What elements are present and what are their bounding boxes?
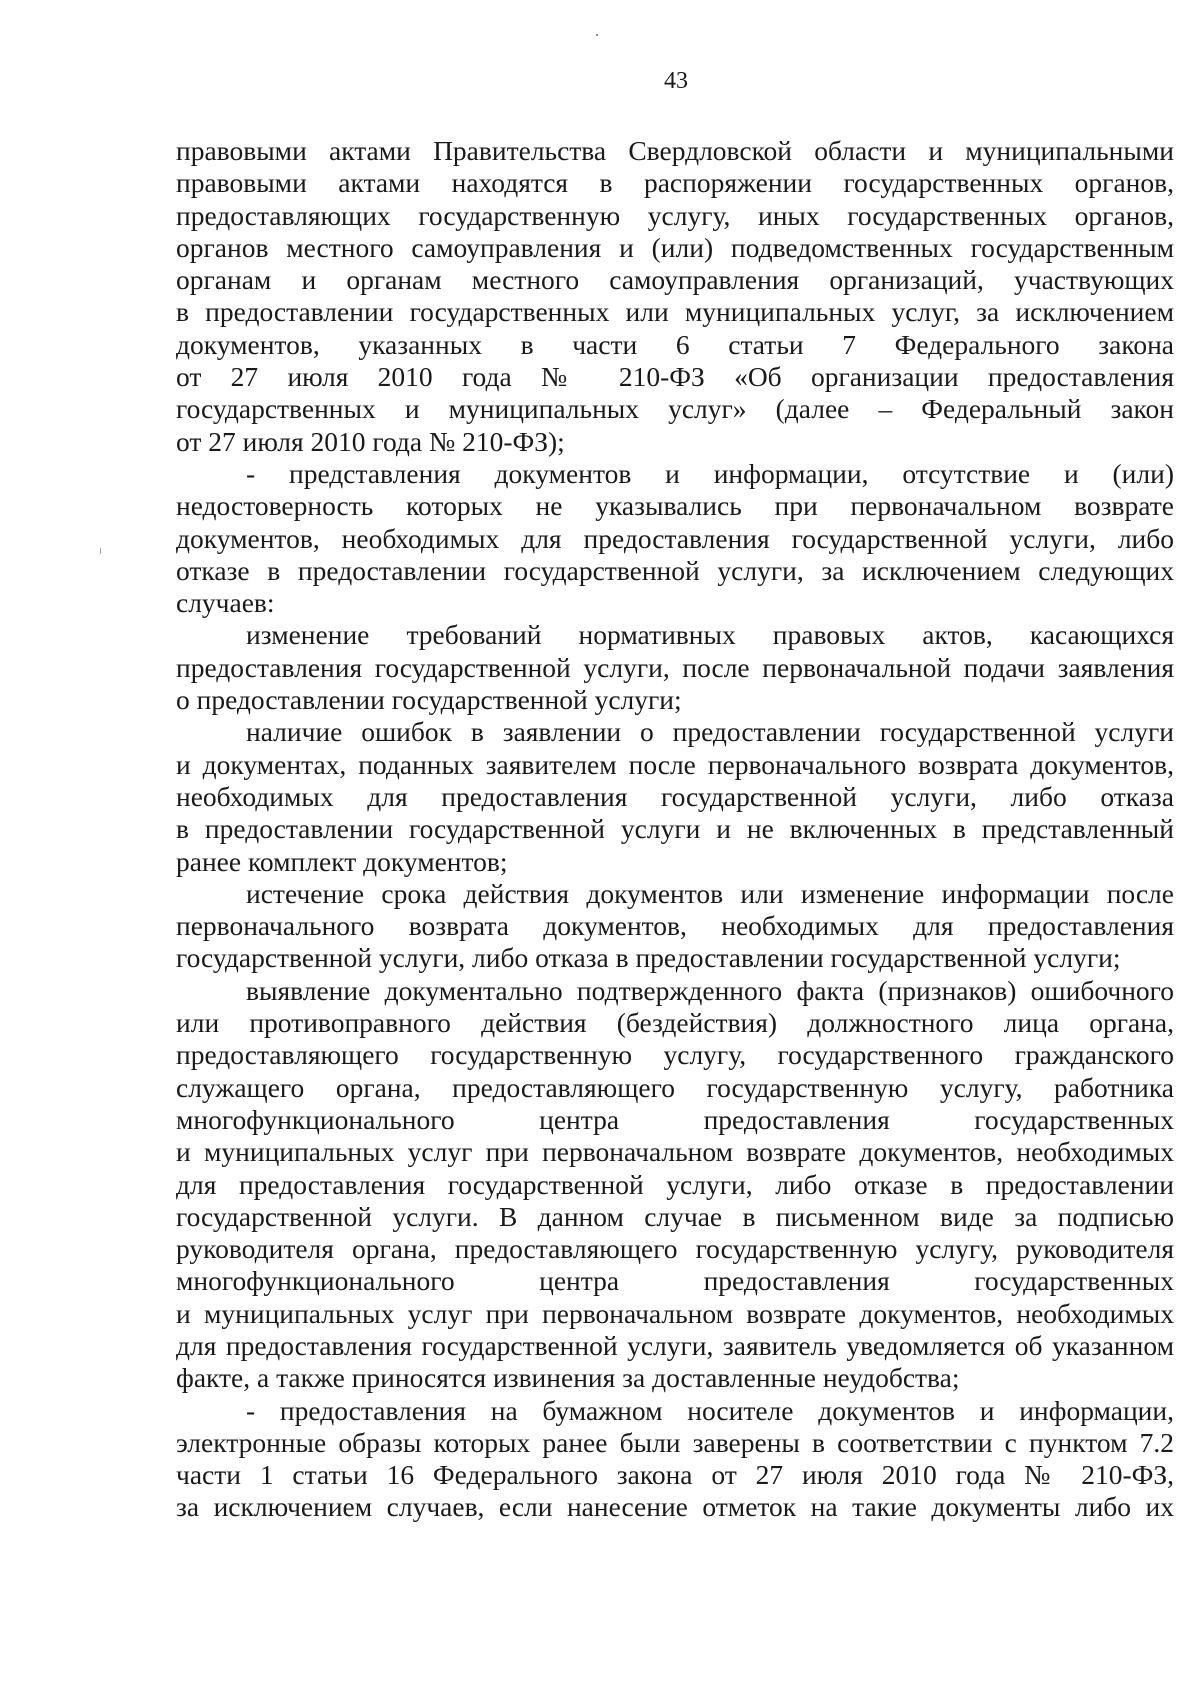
text-line: истечение срока действия документов или изменение информации после (246, 877, 1174, 909)
text-line: случаев: (176, 587, 275, 619)
text-line: правовыми актами находятся в распоряжении государственных органов, (176, 167, 1174, 199)
text-line: за исключением случаев, если нанесение отметок на такие документы либо их (176, 1491, 1174, 1523)
text-line: государственной услуги. В данном случае в письменном виде за подписью (176, 1200, 1174, 1232)
text-line: предоставляющего государственную услугу, государственного гражданского (176, 1039, 1174, 1071)
text-line: для предоставления государственной услуги, либо отказе в предоставлении (176, 1168, 1174, 1200)
text-line: в предоставлении государственных или муниципальных услуг, за исключением (176, 296, 1174, 328)
text-line: факте, а также приносятся извинения за доставленные неудобства; (176, 1362, 960, 1394)
text-line: многофункционального центра предоставления государственных (176, 1103, 1174, 1135)
document-body (176, 135, 1174, 1524)
text-line: - предоставления на бумажном носителе документов и информации, (246, 1394, 1174, 1426)
text-line: и муниципальных услуг при первоначальном возврате документов, необходимых (176, 1136, 1174, 1168)
text-line: от 27 июля 2010 года № 210-ФЗ); (176, 425, 565, 457)
text-line: ранее комплект документов; (176, 845, 508, 877)
text-line: от 27 июля 2010 года № 210-ФЗ «Об организации предоставления (176, 361, 1174, 393)
text-line: для предоставления государственной услуги, заявитель уведомляется об указанном (176, 1329, 1174, 1361)
text-line: многофункционального центра предоставления государственных (176, 1265, 1174, 1297)
text-line: органам и органам местного самоуправления организаций, участвующих (176, 264, 1174, 296)
page-number: 43 (664, 68, 688, 94)
text-line: служащего органа, предоставляющего государственную услугу, работника (176, 1071, 1174, 1103)
text-line: отказе в предоставлении государственной услуги, за исключением следующих (176, 554, 1174, 586)
text-line: электронные образы которых ранее были заверены в соответствии с пунктом 7.2 (176, 1426, 1174, 1458)
text-line: в предоставлении государственной услуги и не включенных в представленный (176, 813, 1174, 845)
text-line: государственной услуги, либо отказа в предоставлении государственной услуги; (176, 942, 1121, 974)
scan-speck (100, 548, 101, 554)
text-line: документов, необходимых для предоставления государственной услуги, либо (176, 522, 1174, 554)
scan-speck (596, 34, 598, 36)
text-line: документов, указанных в части 6 статьи 7 Федерального закона (176, 328, 1174, 360)
text-line: государственных и муниципальных услуг» (далее – Федеральный закон (176, 393, 1174, 425)
text-line: изменение требований нормативных правовых актов, касающихся (246, 619, 1174, 651)
text-line: предоставляющих государственную услугу, иных государственных органов, (176, 199, 1174, 231)
text-line: - представления документов и информации, отсутствие и (или) (246, 457, 1174, 489)
text-line: части 1 статьи 16 Федерального закона от 27 июля 2010 года № 210-ФЗ, (176, 1459, 1174, 1491)
text-line: наличие ошибок в заявлении о предоставлении государственной услуги (246, 716, 1174, 748)
text-line: и муниципальных услуг при первоначальном возврате документов, необходимых (176, 1297, 1174, 1329)
text-line: о предоставлении государственной услуги; (176, 684, 682, 716)
text-line: недостоверность которых не указывались при первоначальном возврате (176, 490, 1174, 522)
text-line: правовыми актами Правительства Свердловской области и муниципальными (176, 135, 1174, 166)
text-line: первоначального возврата документов, необходимых для предоставления (176, 910, 1174, 942)
text-line: или противоправного действия (бездействия) должностного лица органа, (176, 1007, 1174, 1039)
text-line: выявление документально подтвержденного факта (признаков) ошибочного (246, 974, 1174, 1006)
text-line: и документах, поданных заявителем после первоначального возврата документов, (176, 748, 1174, 780)
text-line: руководителя органа, предоставляющего государственную услугу, руководителя (176, 1233, 1174, 1265)
text-line: органов местного самоуправления и (или) подведомственных государственным (176, 231, 1174, 263)
text-line: предоставления государственной услуги, после первоначальной подачи заявления (176, 651, 1174, 683)
text-line: необходимых для предоставления государственной услуги, либо отказа (176, 780, 1174, 812)
